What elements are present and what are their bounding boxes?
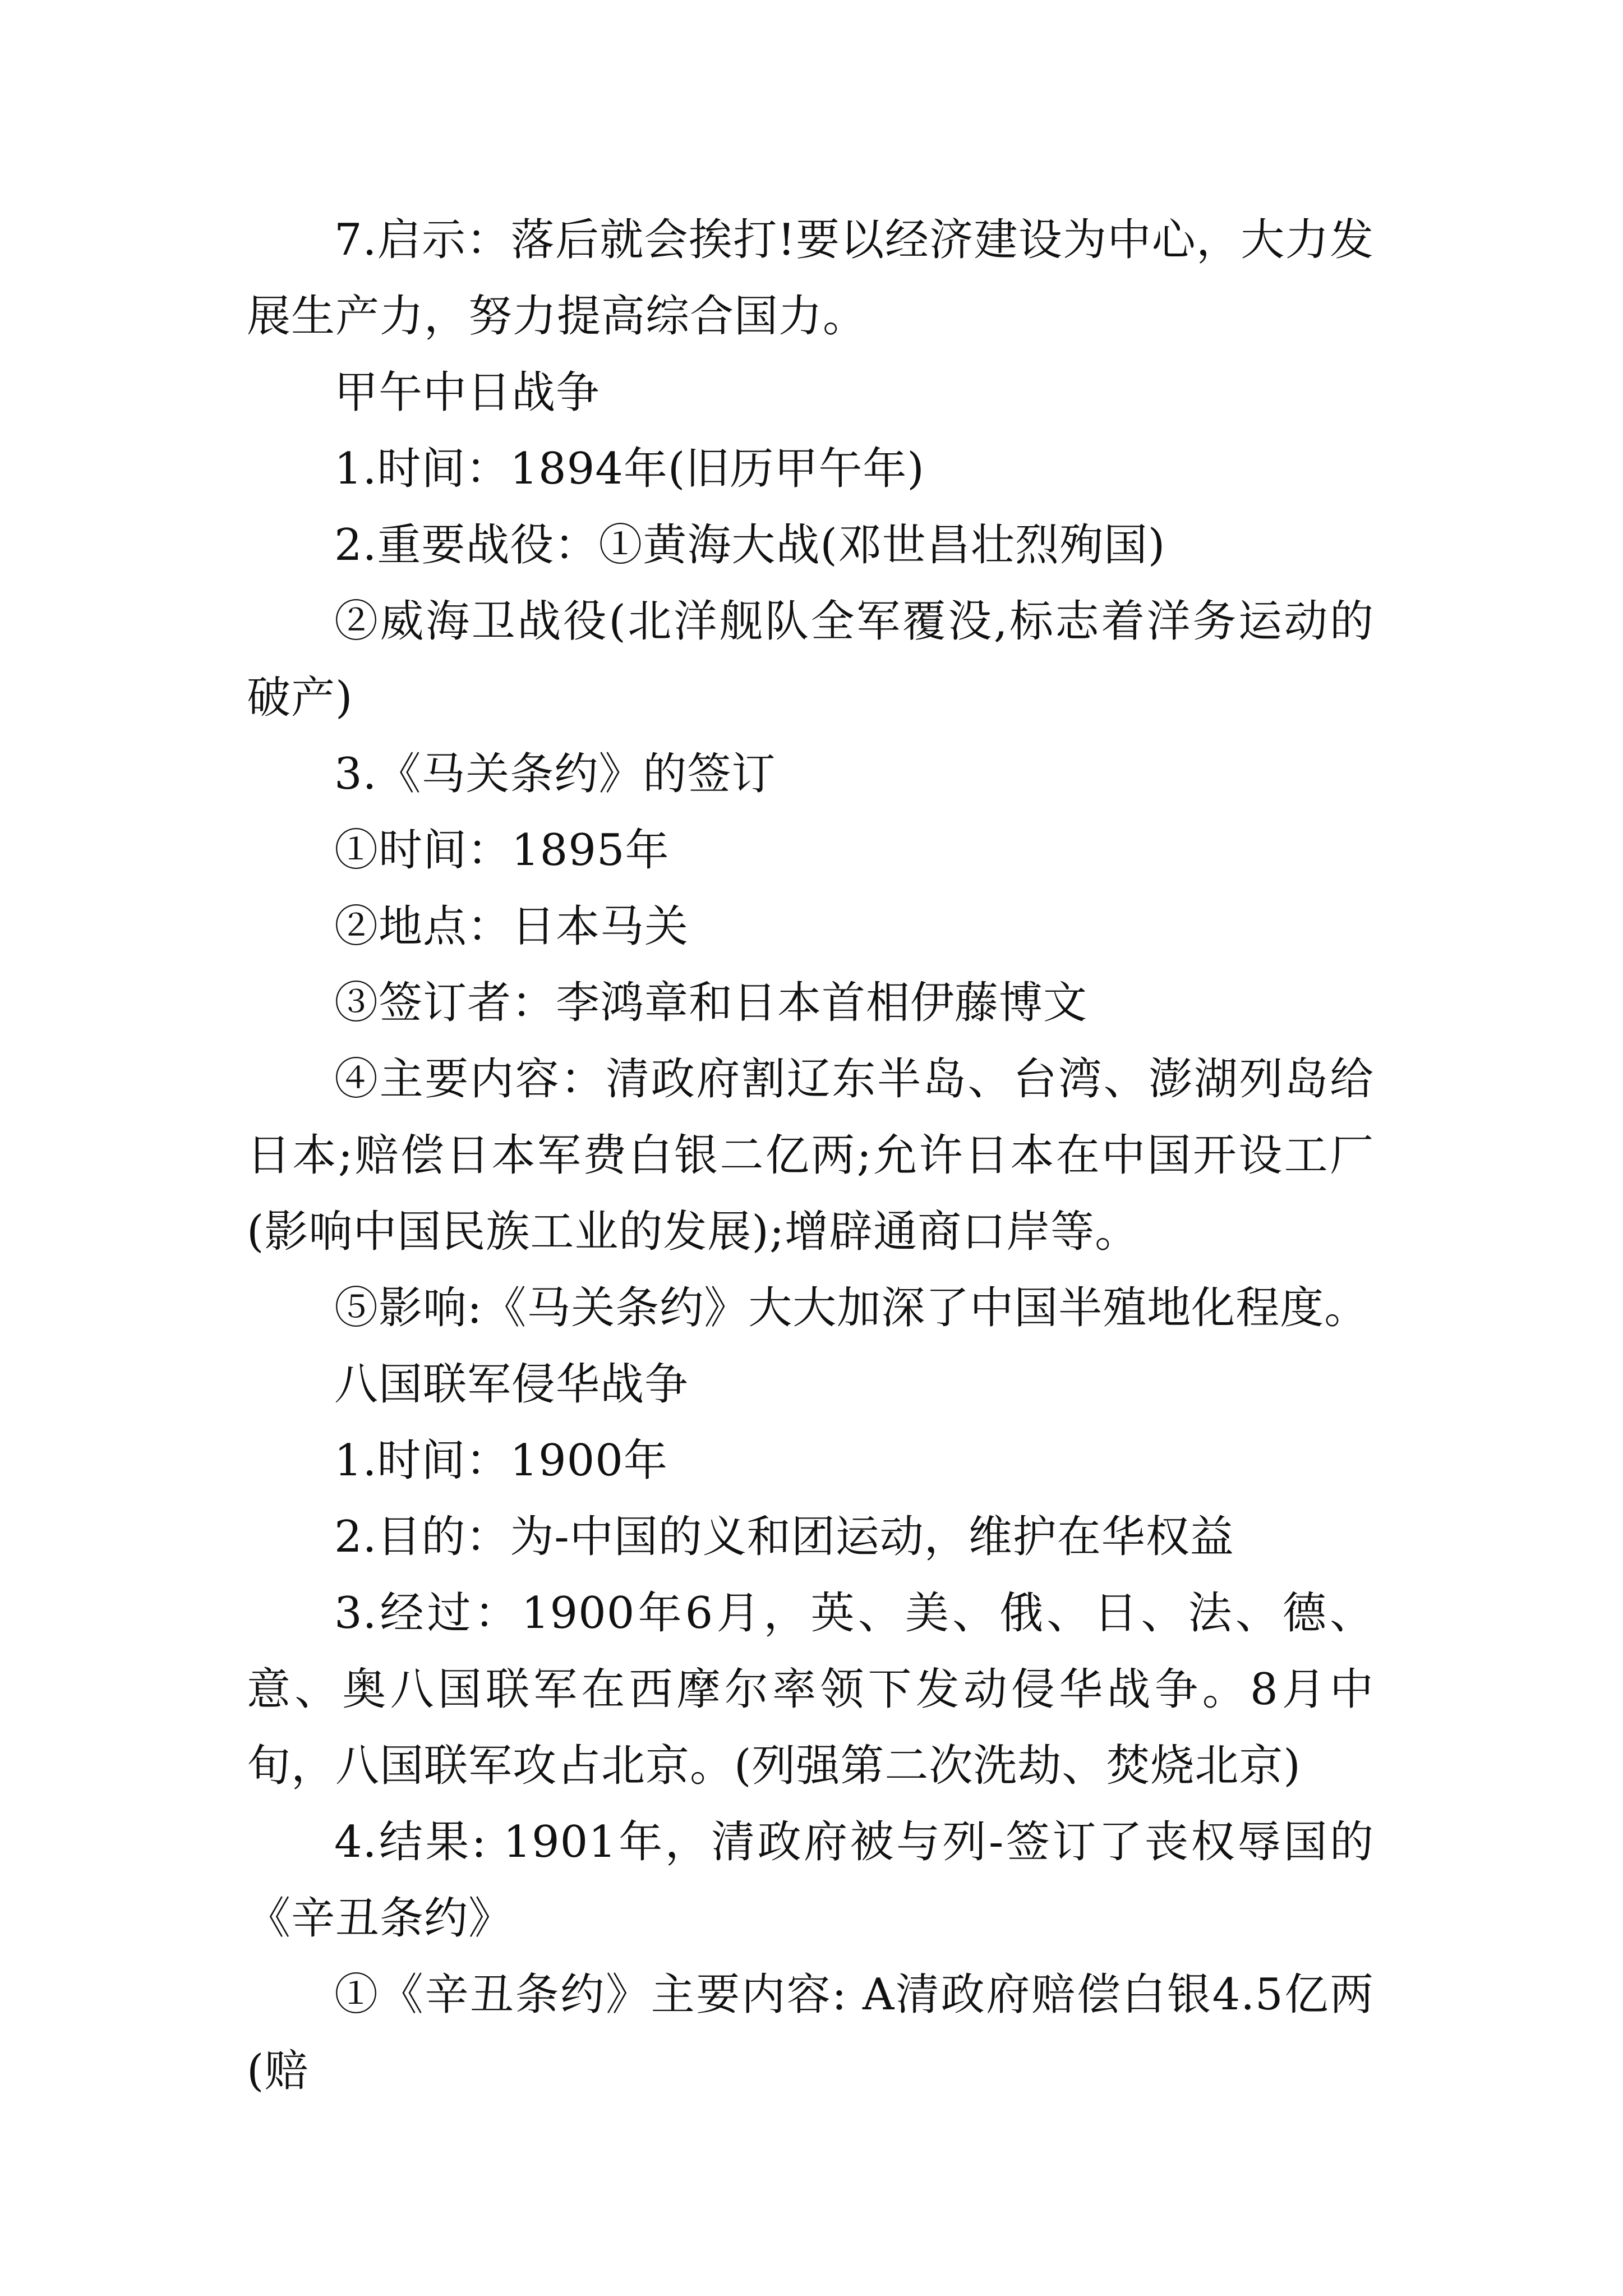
- paragraph-treaty-place: ②地点：日本马关: [334, 901, 689, 952]
- heading-treaty-of-shimonoseki: 3.《马关条约》的签订: [334, 749, 776, 799]
- paragraph-war-time: 1.时间：1894年(旧历甲午年): [334, 444, 925, 494]
- paragraph-alliance-time: 1.时间：1900年: [334, 1435, 668, 1486]
- paragraph-treaty-content: ④主要内容：清政府割辽东半岛、台湾、澎湖列岛给日本;赔偿日本军费白银二亿两;允许日本在中国开设工厂(影响中国民族工业的发展);增辟通商口岸等。: [247, 1054, 1374, 1257]
- document-body: [247, 202, 1374, 2109]
- heading-eight-nation-alliance: 八国联军侵华战争: [334, 1359, 689, 1410]
- paragraph-alliance-result: 4.结果: 1901年，清政府被与列-签订了丧权辱国的《辛丑条约》: [247, 1817, 1374, 1944]
- heading-sino-japanese-war: 甲午中日战争: [334, 367, 601, 418]
- paragraph-weihaiwei-battle: ②威海卫战役(北洋舰队全军覆没,标志着洋务运动的破产): [247, 596, 1374, 723]
- paragraph-lesson-insight: 7.启示：落后就会挨打!要以经济建设为中心，大力发展生产力，努力提高综合国力。: [247, 215, 1374, 342]
- paragraph-treaty-impact: ⑤影响:《马关条约》大大加深了中国半殖地化程度。: [334, 1283, 1369, 1333]
- paragraph-key-battles: 2.重要战役：①黄海大战(邓世昌壮烈殉国): [334, 520, 1166, 570]
- paragraph-alliance-course: 3.经过：1900年6月，英、美、俄、日、法、德、意、奥八国联军在西摩尔率领下发动侵华战争。8月中旬，八国联军攻占北京。(列强第二次洗劫、焚烧北京): [247, 1588, 1374, 1791]
- paragraph-treaty-signers: ③签订者：李鸿章和日本首相伊藤博文: [334, 978, 1088, 1028]
- paragraph-alliance-purpose: 2.目的：为-中国的义和团运动，维护在华权益: [334, 1512, 1234, 1562]
- paragraph-treaty-time: ①时间：1895年: [334, 825, 670, 876]
- paragraph-boxer-protocol-content: ①《辛丑条约》主要内容: A清政府赔偿白银4.5亿两(赔: [247, 1970, 1374, 2096]
